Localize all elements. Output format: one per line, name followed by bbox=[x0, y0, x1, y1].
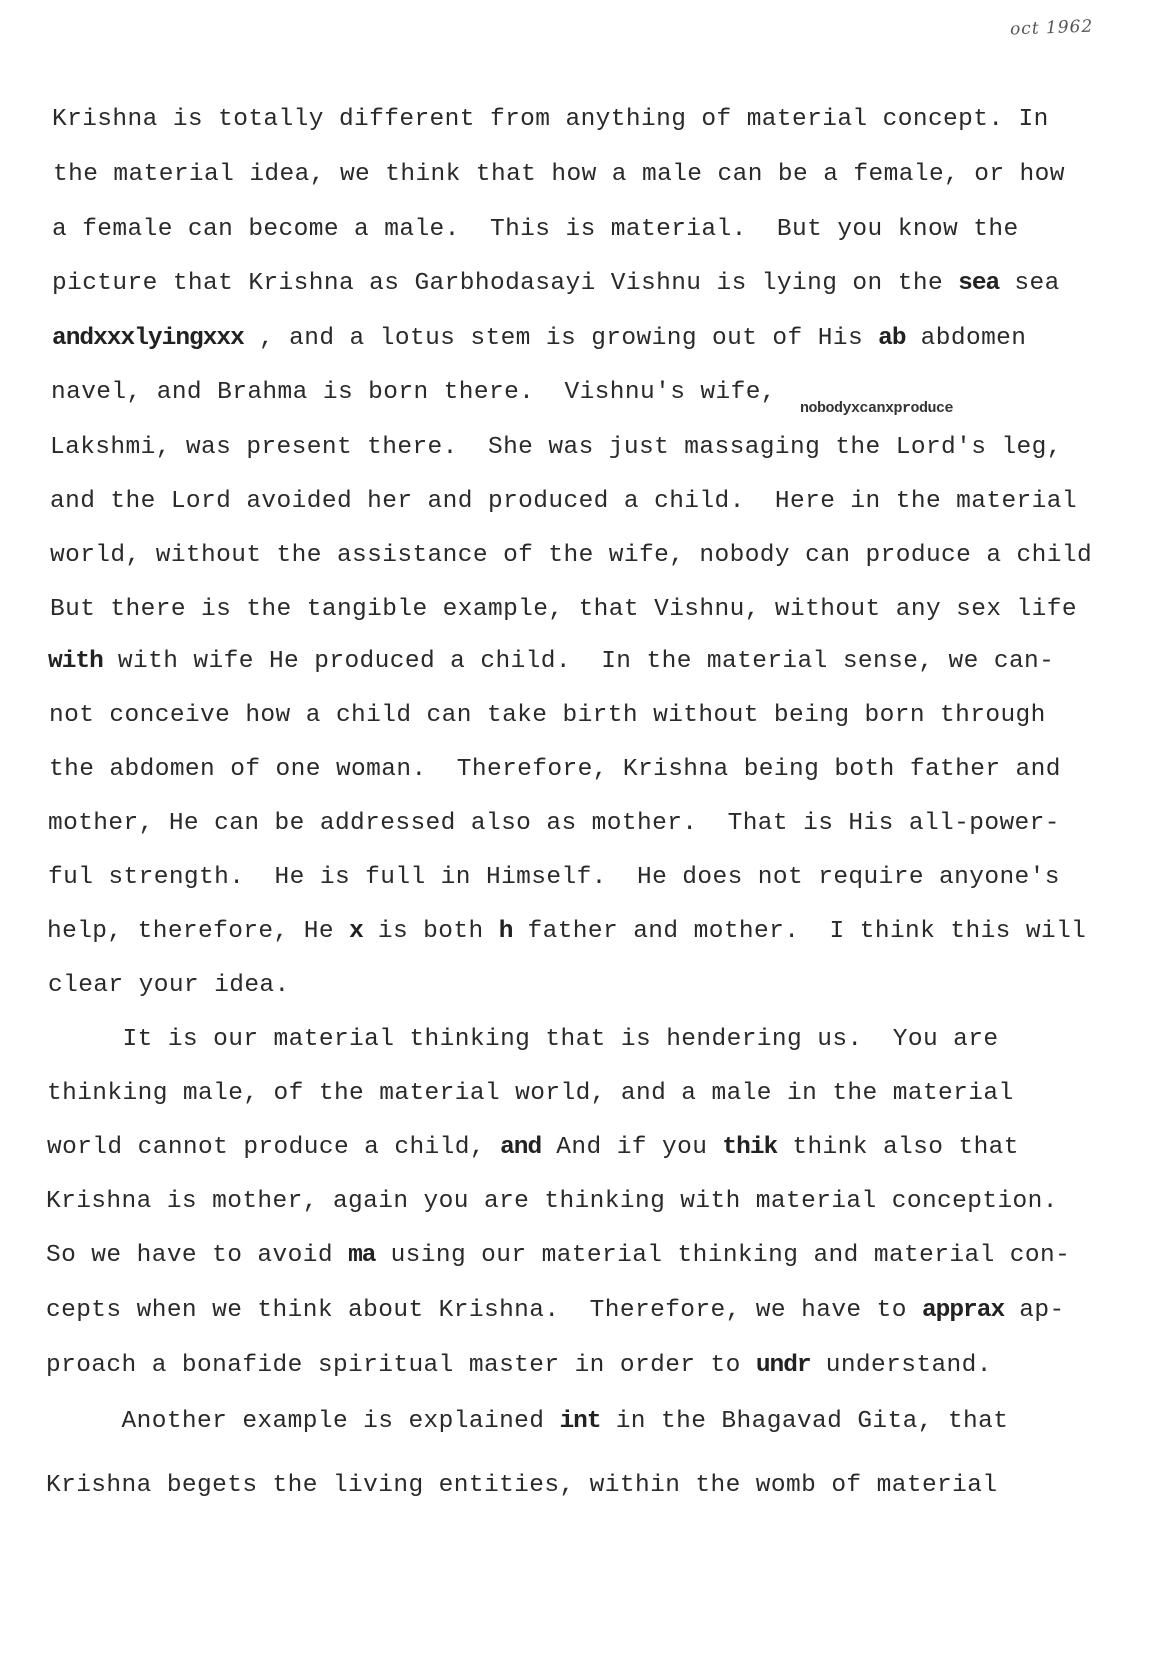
text-segment: navel, and Brahma is born there. Vishnu's wife, bbox=[51, 379, 776, 406]
struck-out-text: sea bbox=[958, 270, 1000, 297]
text-line bbox=[46, 1296, 1065, 1326]
text-line bbox=[49, 755, 1061, 785]
text-segment: help, therefore, He bbox=[47, 918, 350, 945]
struck-out-text: int bbox=[559, 1408, 601, 1435]
text-segment: Another example is explained bbox=[46, 1408, 560, 1435]
text-segment: a female can become a male. This is material. But you know the bbox=[52, 216, 1019, 243]
text-segment: ful strength. He is full in Himself. He does not require anyone's bbox=[48, 864, 1060, 891]
text-segment: Krishna is totally different from anything of material concept. In bbox=[52, 106, 1049, 133]
struck-out-text: apprax bbox=[921, 1297, 1005, 1324]
text-segment: world, without the assistance of the wife, nobody can produce a child bbox=[50, 542, 1093, 569]
struck-out-text: thik bbox=[722, 1134, 778, 1161]
text-segment: Lakshmi, was present there. She was just massaging the Lord's leg, bbox=[50, 434, 1062, 461]
text-line bbox=[47, 1025, 998, 1055]
text-line bbox=[46, 1471, 997, 1501]
text-line bbox=[46, 1187, 1058, 1217]
struck-out-text: with bbox=[48, 648, 103, 675]
text-segment: world cannot produce a child, bbox=[47, 1134, 501, 1161]
text-line bbox=[50, 487, 1077, 517]
text-segment: proach a bonafide spiritual master in order to bbox=[46, 1352, 756, 1379]
struck-out-text: andxxxlyingxxx bbox=[52, 325, 244, 352]
text-line bbox=[46, 1407, 1008, 1437]
text-line bbox=[52, 215, 1019, 245]
text-segment: But there is the tangible example, that Vishnu, without any sex life bbox=[50, 596, 1077, 623]
text-segment: abdomen bbox=[905, 325, 1027, 352]
text-segment: clear your idea. bbox=[48, 972, 290, 999]
text-segment: mother, He can be addressed also as mother. That is His all-power- bbox=[48, 810, 1060, 837]
text-line bbox=[47, 917, 1086, 947]
text-line bbox=[50, 541, 1092, 571]
text-segment: in the Bhagavad Gita, that bbox=[600, 1408, 1009, 1435]
text-line bbox=[52, 324, 1026, 354]
handwritten-date-note: oct 1962 bbox=[1009, 16, 1094, 40]
text-line bbox=[49, 701, 1046, 731]
struck-out-text: x bbox=[349, 918, 363, 945]
text-segment: father and mother. I think this will bbox=[512, 918, 1087, 945]
text-segment: thinking male, of the material world, and a male in the material bbox=[47, 1080, 1014, 1107]
text-line bbox=[48, 971, 290, 1001]
text-segment: with wife He produced a child. In the material sense, we can- bbox=[102, 648, 1055, 675]
text-line bbox=[48, 863, 1060, 893]
text-segment: not conceive how a child can take birth without being born through bbox=[49, 702, 1046, 729]
text-line bbox=[53, 160, 1065, 190]
text-segment: the material idea, we think that how a male can be a female, or how bbox=[53, 161, 1065, 188]
text-segment: cepts when we think about Krishna. Therefore, we have to bbox=[46, 1297, 922, 1324]
struck-out-text: and bbox=[500, 1134, 542, 1161]
text-segment: think also that bbox=[777, 1134, 1019, 1161]
text-segment: Krishna is mother, again you are thinking with material conception. bbox=[46, 1188, 1058, 1215]
struck-interlinear-text: nobodyxcanxproduce bbox=[800, 400, 954, 417]
text-segment: It is our material thinking that is hendering us. You are bbox=[47, 1026, 999, 1053]
text-segment: And if you bbox=[541, 1134, 723, 1161]
text-segment: Krishna begets the living entities, within the womb of material bbox=[46, 1472, 998, 1499]
text-segment: understand. bbox=[810, 1352, 992, 1379]
text-line bbox=[50, 433, 1062, 463]
text-line bbox=[46, 1241, 1070, 1271]
struck-out-text: ab bbox=[878, 325, 906, 352]
text-line bbox=[46, 1351, 992, 1381]
text-line bbox=[47, 1133, 1019, 1163]
text-line bbox=[52, 269, 1060, 299]
text-segment: picture that Krishna as Garbhodasayi Vishnu is lying on the bbox=[52, 270, 959, 297]
text-segment: sea bbox=[999, 270, 1060, 297]
text-segment: So we have to avoid bbox=[46, 1242, 349, 1269]
text-line bbox=[50, 595, 1077, 625]
text-line bbox=[48, 647, 1054, 677]
text-segment: and the Lord avoided her and produced a child. Here in the material bbox=[50, 488, 1077, 515]
text-line bbox=[51, 378, 776, 408]
text-segment: using our material thinking and material con- bbox=[375, 1242, 1071, 1269]
text-line bbox=[52, 105, 1049, 135]
text-segment: ap- bbox=[1004, 1297, 1065, 1324]
text-segment: , and a lotus stem is growing out of His bbox=[243, 325, 879, 352]
struck-out-text: undr bbox=[755, 1352, 811, 1379]
struck-out-text: h bbox=[498, 918, 513, 945]
struck-out-text: ma bbox=[348, 1242, 376, 1269]
text-segment: the abdomen of one woman. Therefore, Krishna being both father and bbox=[49, 756, 1061, 783]
text-segment: is both bbox=[362, 918, 499, 945]
text-line bbox=[47, 1079, 1014, 1109]
text-line bbox=[48, 809, 1060, 839]
